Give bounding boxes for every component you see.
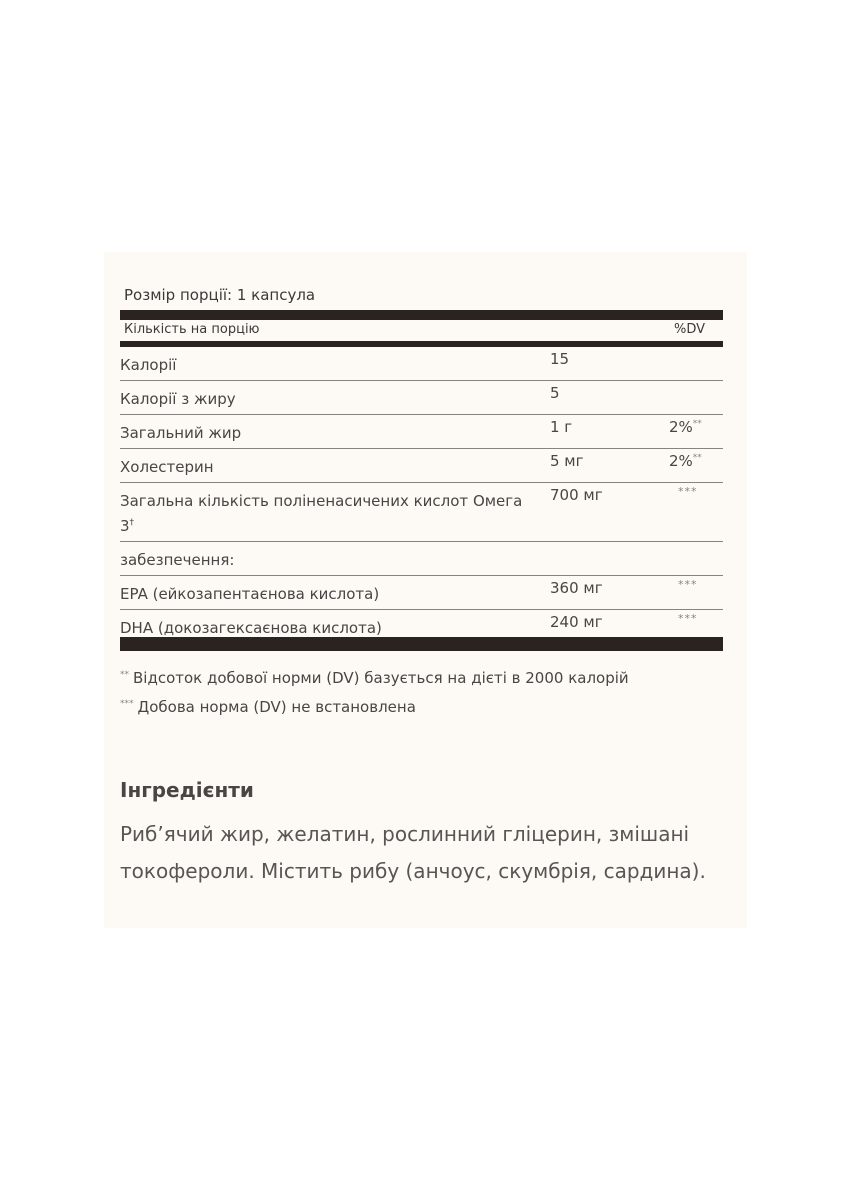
table-row	[120, 347, 723, 381]
nutrient-table	[120, 347, 723, 643]
divider-thick	[120, 637, 723, 651]
table-row	[120, 576, 723, 610]
ingredients-text: Риб’ячий жир, желатин, рослинний гліцерин, змішані токофероли. Містить рибу (анчоус, скумбрія, сардина).	[120, 822, 706, 883]
nutrient-amount: 5 мг	[550, 452, 584, 470]
divider-thick	[120, 310, 723, 320]
nutrient-amount: 5	[550, 384, 560, 402]
table-row	[120, 449, 723, 483]
nutrition-panel	[104, 252, 747, 928]
nutrient-name: Загальний жир	[120, 424, 242, 442]
serving-size: Розмір порції: 1 капсула	[124, 286, 316, 304]
nutrient-name: DHA (докозагексаєнова кислота)	[120, 619, 382, 637]
nutrient-dv-mark: ***	[678, 578, 698, 591]
ingredients-title: Інгредієнти	[120, 778, 254, 802]
nutrient-dv-mark: ***	[678, 485, 698, 498]
footnote: ** Відсоток добової норми (DV) базується на дієті в 2000 калорій	[120, 669, 629, 687]
nutrient-amount: 240 мг	[550, 613, 603, 631]
table-row	[120, 381, 723, 415]
nutrient-amount: 700 мг	[550, 486, 603, 504]
nutrient-name: EPA (ейкозапентаєнова кислота)	[120, 585, 380, 603]
dv-label: %DV	[673, 322, 705, 337]
nutrient-dv: 2%**	[669, 452, 702, 470]
nutrient-name: Холестерин	[120, 458, 214, 476]
table-row	[120, 415, 723, 449]
nutrient-dv-mark: ***	[678, 612, 698, 625]
nutrient-amount: 1 г	[550, 418, 573, 436]
nutrient-name: забезпечення:	[120, 551, 235, 569]
table-row	[120, 483, 723, 542]
footnotes	[120, 662, 629, 720]
footnote: *** Добова норма (DV) не встановлена	[120, 698, 416, 716]
table-row	[120, 542, 723, 576]
nutrient-amount: 360 мг	[550, 579, 603, 597]
nutrient-amount: 15	[550, 350, 570, 368]
table-header	[120, 320, 723, 341]
nutrient-name: Калорії	[120, 356, 177, 374]
nutrient-name: Загальна кількість поліненасичених кислот Омега 3†	[120, 492, 523, 535]
nutrient-name: Калорії з жиру	[120, 390, 236, 408]
nutrient-dv: 2%**	[669, 418, 702, 436]
amount-per-serving-label: Кількість на порцію	[124, 322, 260, 337]
